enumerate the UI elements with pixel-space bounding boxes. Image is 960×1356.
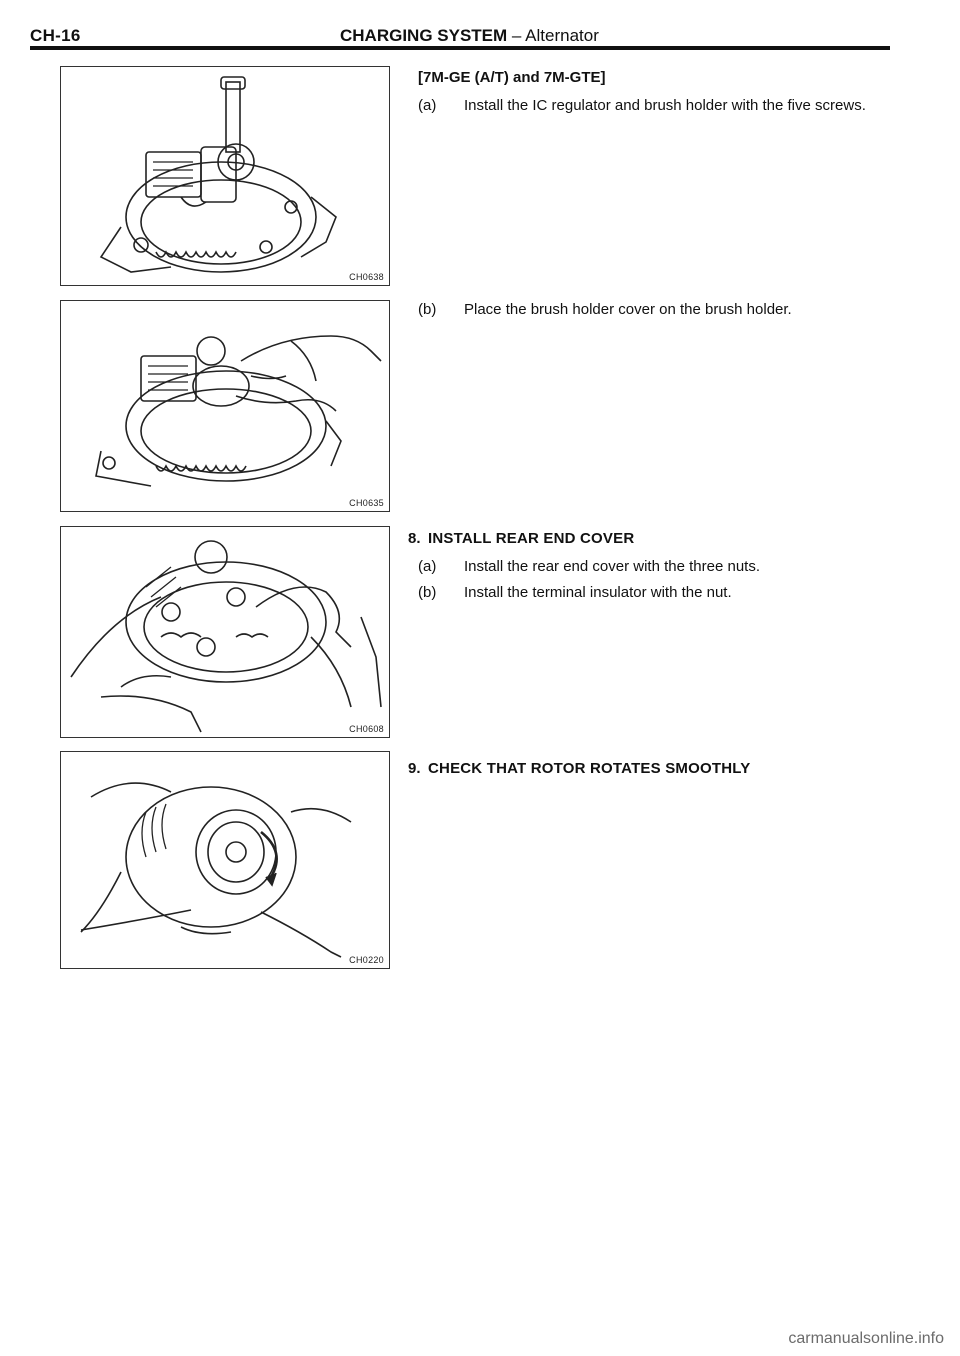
rotor-hands-illustration <box>61 752 389 968</box>
step-title: INSTALL REAR END COVER <box>428 530 635 547</box>
watermark: carmanualsonline.info <box>788 1330 944 1347</box>
figure-ic-regulator-install <box>60 66 390 286</box>
figure-code: CH0635 <box>349 498 384 508</box>
figure-rear-end-cover <box>60 526 390 738</box>
figure-code: CH0638 <box>349 272 384 282</box>
alternator-screwdriver-illustration <box>61 67 389 285</box>
step-7b <box>418 300 898 320</box>
sub-text: Install the IC regulator and brush holder with the five screws. <box>464 97 866 114</box>
sub-text: Install the rear end cover with the three nuts. <box>464 558 760 575</box>
section-title: CHARGING SYSTEM <box>340 26 508 45</box>
step-8b <box>418 583 898 603</box>
figure-code: CH0220 <box>349 955 384 965</box>
alternator-hand-illustration <box>61 301 389 511</box>
step-number: 8. <box>408 530 421 547</box>
header-rule <box>30 46 890 50</box>
step-number: 9. <box>408 760 421 777</box>
page-header <box>30 24 890 50</box>
variant-heading: [7M-GE (A/T) and 7M-GTE] <box>418 69 606 86</box>
sub-label: (b) <box>418 301 437 318</box>
step-8a <box>418 557 898 577</box>
figure-brush-cover <box>60 300 390 512</box>
page-title <box>340 26 599 46</box>
sub-label: (a) <box>418 558 437 575</box>
sub-text: Place the brush holder cover on the brush holder. <box>464 301 792 318</box>
page-id: CH-16 <box>30 26 81 45</box>
step-title: CHECK THAT ROTOR ROTATES SMOOTHLY <box>428 760 751 777</box>
step-7a <box>418 96 898 116</box>
sub-text: Install the terminal insulator with the nut. <box>464 584 732 601</box>
figure-rotor-rotation <box>60 751 390 969</box>
figure-code: CH0608 <box>349 724 384 734</box>
subsection-title: Alternator <box>525 26 599 45</box>
sub-label: (a) <box>418 97 437 114</box>
rear-cover-illustration <box>61 527 389 737</box>
title-separator: – <box>507 26 526 45</box>
sub-label: (b) <box>418 584 437 601</box>
